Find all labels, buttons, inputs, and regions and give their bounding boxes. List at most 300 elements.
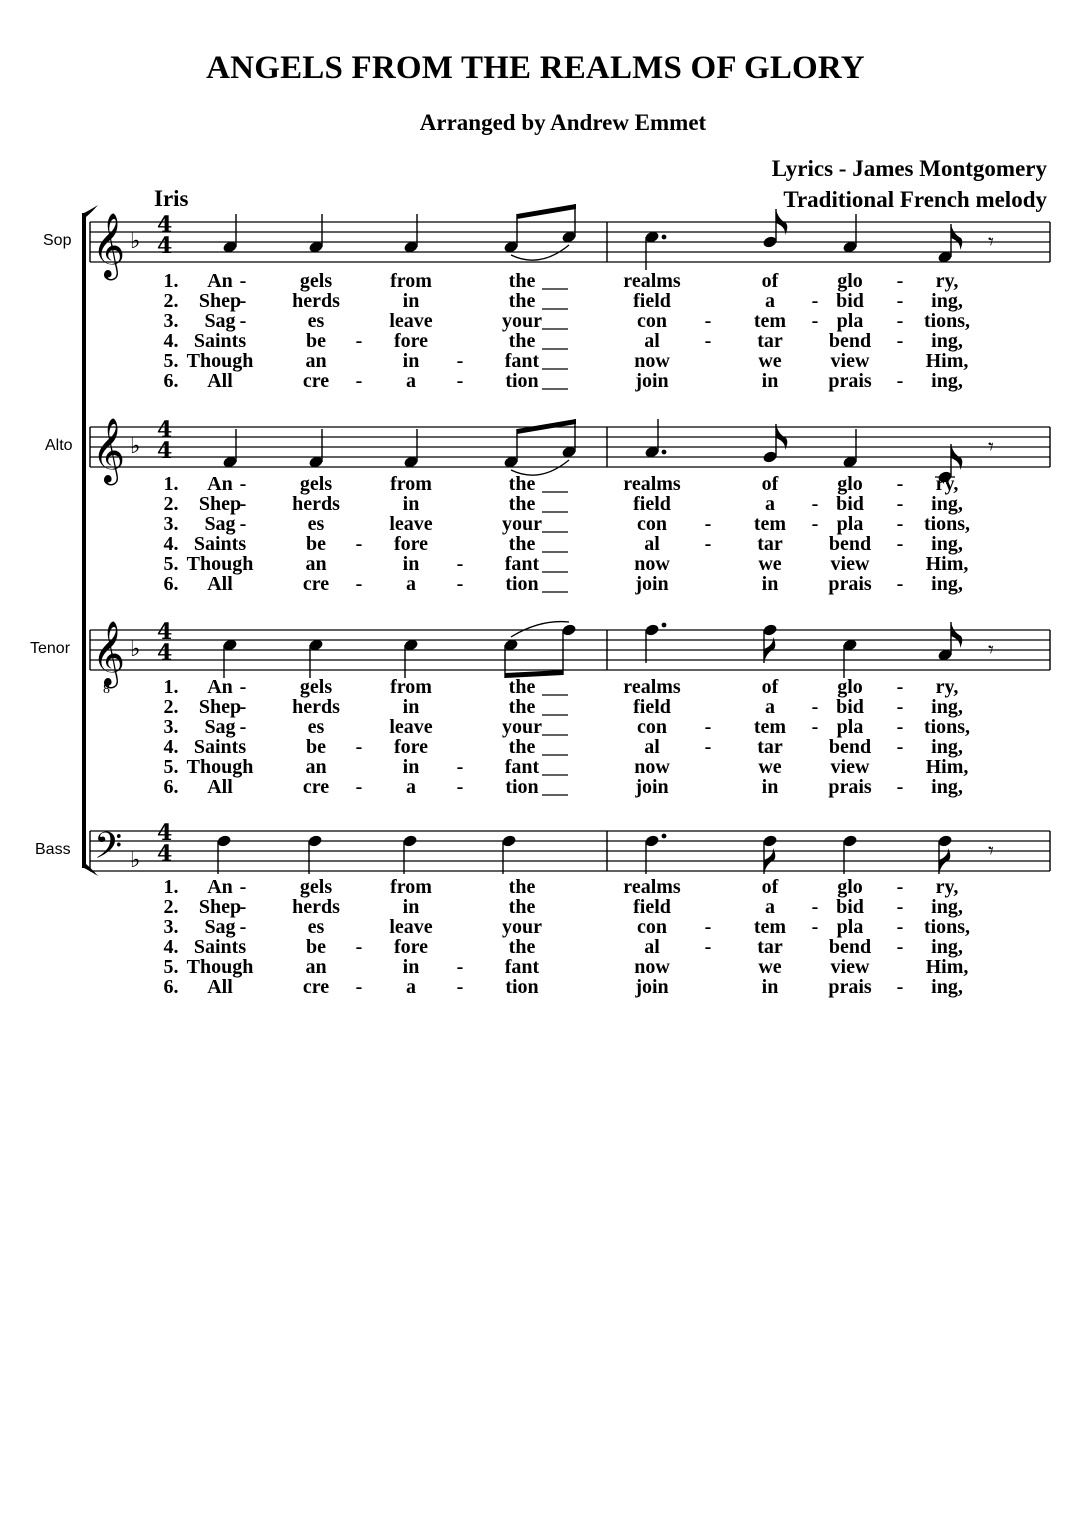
lyric-syllable: in — [402, 896, 420, 918]
lyric-syllable: a — [406, 776, 416, 798]
lyric-hyphen: - — [811, 716, 819, 738]
lyric-syllable: bid — [836, 896, 864, 918]
lyric-syllable: fant — [504, 350, 540, 372]
lyrics-bass — [164, 876, 971, 998]
verse-line — [164, 736, 963, 758]
lyric-syllable: glo — [837, 676, 863, 698]
lyric-syllable: bend — [828, 533, 872, 555]
lyric-hyphen: - — [355, 776, 363, 798]
lyric-syllable: ry, — [935, 876, 959, 898]
lyric-hyphen: - — [896, 370, 904, 392]
lyric-syllable: tion — [505, 370, 539, 392]
lyric-syllable: fore — [393, 736, 429, 758]
verse-number: 2. — [163, 896, 179, 918]
verse-line — [164, 716, 971, 738]
lyric-syllable: bid — [836, 290, 864, 312]
lyric-syllable: pla — [836, 716, 864, 738]
verse-line — [164, 756, 969, 778]
lyric-syllable: bend — [828, 736, 872, 758]
lyric-syllable: a — [765, 290, 775, 312]
verse-line — [164, 310, 971, 332]
eighth-rest-icon: 𝄾 — [988, 839, 994, 864]
verse-line — [164, 573, 963, 595]
tenor-octave-mark: 8 — [103, 682, 110, 697]
lyrics-alto — [164, 473, 971, 595]
svg-text:4: 4 — [157, 841, 173, 867]
verse-number: 5. — [163, 553, 179, 575]
treble-clef-icon: 𝄞 — [92, 418, 126, 483]
lyrics-soprano — [164, 270, 971, 392]
lyric-syllable: fant — [504, 756, 540, 778]
key-signature-flat-icon: ♭ — [130, 434, 141, 459]
lyric-hyphen: - — [456, 350, 464, 372]
lyric-syllable: Him, — [925, 553, 969, 575]
lyric-syllable: Him, — [925, 956, 969, 978]
verse-number: 4. — [163, 936, 179, 958]
lyric-syllable: of — [761, 876, 779, 898]
lyric-syllable: cre — [302, 573, 330, 595]
lyric-syllable: be — [306, 936, 326, 958]
verse-line — [164, 493, 963, 515]
lyric-hyphen: - — [704, 310, 712, 332]
lyric-syllable: in — [402, 696, 420, 718]
lyric-syllable: al — [644, 736, 660, 758]
lyric-syllable: tions, — [923, 916, 971, 938]
lyric-syllable: we — [758, 350, 782, 372]
lyric-syllable: we — [758, 553, 782, 575]
lyric-syllable: join — [635, 776, 669, 798]
lyric-syllable: fore — [393, 330, 429, 352]
lyric-syllable: join — [635, 573, 669, 595]
lyric-hyphen: - — [896, 876, 904, 898]
lyric-hyphen: - — [811, 696, 819, 718]
verse-number: 3. — [163, 513, 179, 535]
treble-clef-icon: 𝄞 — [92, 621, 126, 686]
augmentation-dot — [662, 834, 667, 839]
verse-line — [164, 270, 959, 292]
lyric-syllable: es — [307, 310, 325, 332]
lyric-syllable: in — [402, 493, 420, 515]
lyric-syllable: the — [508, 876, 536, 898]
lyric-syllable: Sag — [204, 716, 236, 738]
lyricist-credit: Lyrics - James Montgomery — [771, 156, 1047, 181]
lyric-syllable: tar — [757, 330, 783, 352]
lyric-syllable: es — [307, 513, 325, 535]
lyric-hyphen: - — [811, 513, 819, 535]
lyric-hyphen: - — [239, 493, 247, 515]
lyric-syllable: a — [406, 370, 416, 392]
verse-line — [164, 330, 963, 352]
lyric-hyphen: - — [355, 330, 363, 352]
lyric-syllable: be — [306, 533, 326, 555]
lyric-syllable: your — [502, 716, 542, 738]
lyric-hyphen: - — [896, 493, 904, 515]
notes-bass — [216, 834, 994, 874]
lyric-syllable: tions, — [923, 716, 971, 738]
lyric-syllable: tem — [753, 513, 787, 535]
lyric-syllable: ing, — [931, 573, 963, 595]
lyric-hyphen: - — [896, 270, 904, 292]
lyric-hyphen: - — [704, 916, 712, 938]
lyric-syllable: of — [761, 676, 779, 698]
lyric-syllable: in — [761, 776, 779, 798]
lyric-syllable: join — [635, 976, 669, 998]
lyric-hyphen: - — [704, 736, 712, 758]
lyric-hyphen: - — [239, 916, 247, 938]
time-signature-alto — [157, 417, 172, 464]
lyric-hyphen: - — [704, 533, 712, 555]
lyric-hyphen: - — [896, 676, 904, 698]
lyric-syllable: a — [765, 493, 775, 515]
verse-number: 6. — [163, 573, 179, 595]
lyric-syllable: pla — [836, 513, 864, 535]
lyric-syllable: Shep — [198, 696, 242, 718]
lyric-syllable: in — [761, 573, 779, 595]
svg-text:4: 4 — [157, 640, 173, 666]
lyric-syllable: al — [644, 533, 660, 555]
lyric-hyphen: - — [239, 290, 247, 312]
lyric-hyphen: - — [704, 936, 712, 958]
lyric-syllable: the — [508, 736, 536, 758]
verse-number: 2. — [163, 290, 179, 312]
lyric-syllable: cre — [302, 976, 330, 998]
lyric-syllable: in — [761, 976, 779, 998]
verse-line — [164, 350, 969, 372]
lyric-syllable: prais — [828, 370, 872, 392]
verse-number: 6. — [163, 370, 179, 392]
lyric-hyphen: - — [811, 290, 819, 312]
note-beam — [517, 204, 576, 219]
verse-number: 1. — [163, 270, 179, 292]
lyric-hyphen: - — [896, 976, 904, 998]
lyric-syllable: fant — [504, 956, 540, 978]
eighth-rest-icon: 𝄾 — [988, 230, 994, 255]
lyric-syllable: glo — [837, 473, 863, 495]
lyric-syllable: ing, — [931, 696, 963, 718]
lyric-hyphen: - — [896, 533, 904, 555]
lyric-syllable: Shep — [198, 493, 242, 515]
augmentation-dot — [662, 450, 667, 455]
lyric-syllable: tar — [757, 533, 783, 555]
lyric-syllable: Saints — [193, 533, 247, 555]
part-label-tenor: Tenor — [30, 640, 71, 657]
bass-clef-icon: 𝄢 — [94, 825, 123, 876]
lyric-syllable: All — [207, 370, 233, 392]
verse-number: 6. — [163, 776, 179, 798]
svg-text:4: 4 — [157, 820, 173, 846]
lyric-syllable: con — [637, 716, 667, 738]
lyric-syllable: con — [637, 916, 667, 938]
verse-line — [164, 976, 963, 998]
lyric-syllable: now — [634, 350, 670, 372]
lyric-syllable: your — [502, 916, 542, 938]
lyric-syllable: a — [765, 696, 775, 718]
lyric-syllable: bend — [828, 330, 872, 352]
lyric-syllable: con — [637, 513, 667, 535]
lyric-syllable: prais — [828, 976, 872, 998]
lyric-syllable: fore — [393, 533, 429, 555]
lyric-syllable: An — [207, 876, 233, 898]
svg-text:4: 4 — [157, 233, 173, 259]
lyric-hyphen: - — [704, 330, 712, 352]
lyric-hyphen: - — [355, 370, 363, 392]
lyric-syllable: the — [508, 290, 536, 312]
lyrics-tenor — [164, 676, 971, 798]
lyric-syllable: All — [207, 573, 233, 595]
verse-number: 1. — [163, 876, 179, 898]
svg-text:4: 4 — [157, 438, 173, 464]
lyric-hyphen: - — [704, 513, 712, 535]
lyric-syllable: con — [637, 310, 667, 332]
verse-number: 4. — [163, 533, 179, 555]
lyric-hyphen: - — [704, 716, 712, 738]
lyric-syllable: from — [390, 876, 432, 898]
lyric-hyphen: - — [355, 976, 363, 998]
lyric-syllable: the — [508, 330, 536, 352]
verse-number: 4. — [163, 736, 179, 758]
lyric-syllable: bend — [828, 936, 872, 958]
lyric-syllable: al — [644, 936, 660, 958]
verse-number: 5. — [163, 350, 179, 372]
lyric-syllable: be — [306, 330, 326, 352]
augmentation-dot — [662, 623, 667, 628]
lyric-hyphen: - — [239, 270, 247, 292]
lyric-hyphen: - — [896, 473, 904, 495]
lyric-hyphen: - — [896, 513, 904, 535]
notes-soprano — [222, 204, 994, 270]
lyric-syllable: tion — [505, 976, 539, 998]
lyric-hyphen: - — [239, 676, 247, 698]
lyric-syllable: tem — [753, 716, 787, 738]
lyric-syllable: tions, — [923, 513, 971, 535]
lyric-syllable: es — [307, 716, 325, 738]
verse-number: 2. — [163, 493, 179, 515]
verse-line — [164, 916, 971, 938]
lyric-syllable: your — [502, 310, 542, 332]
lyric-syllable: in — [402, 956, 420, 978]
lyric-syllable: Shep — [198, 896, 242, 918]
time-signature-bass — [157, 820, 172, 867]
verse-line — [164, 676, 959, 698]
lyric-syllable: fore — [393, 936, 429, 958]
lyric-syllable: leave — [389, 310, 433, 332]
lyric-syllable: the — [508, 493, 536, 515]
lyric-hyphen: - — [239, 896, 247, 918]
lyric-syllable: realms — [623, 270, 681, 292]
lyric-syllable: fant — [504, 553, 540, 575]
notes-alto — [222, 419, 994, 484]
lyric-hyphen: - — [239, 513, 247, 535]
lyric-syllable: ry, — [935, 676, 959, 698]
lyric-syllable: field — [633, 493, 671, 515]
verse-number: 1. — [163, 676, 179, 698]
lyric-syllable: bid — [836, 493, 864, 515]
verse-line — [164, 896, 963, 918]
lyric-syllable: from — [390, 473, 432, 495]
lyric-syllable: tar — [757, 936, 783, 958]
verse-number: 4. — [163, 330, 179, 352]
part-label-alto: Alto — [45, 437, 73, 454]
song-title: ANGELS FROM THE REALMS OF GLORY — [206, 50, 865, 86]
verse-line — [164, 696, 963, 718]
verse-line — [164, 290, 963, 312]
lyric-syllable: your — [502, 513, 542, 535]
lyric-syllable: the — [508, 270, 536, 292]
lyric-hyphen: - — [239, 310, 247, 332]
lyric-syllable: now — [634, 553, 670, 575]
lyric-syllable: a — [406, 573, 416, 595]
lyric-syllable: gels — [299, 270, 333, 292]
lyric-hyphen: - — [896, 696, 904, 718]
verse-number: 3. — [163, 716, 179, 738]
lyric-hyphen: - — [811, 310, 819, 332]
lyric-hyphen: - — [896, 776, 904, 798]
lyric-hyphen: - — [355, 736, 363, 758]
lyric-hyphen: - — [811, 916, 819, 938]
lyric-hyphen: - — [811, 896, 819, 918]
arranger-credit: Arranged by Andrew Emmet — [419, 110, 707, 135]
lyric-syllable: ing, — [931, 776, 963, 798]
lyric-syllable: Though — [186, 956, 254, 978]
lyric-syllable: cre — [302, 370, 330, 392]
lyric-syllable: prais — [828, 573, 872, 595]
lyric-syllable: An — [207, 473, 233, 495]
key-signature-flat-icon: ♭ — [130, 637, 141, 662]
lyric-syllable: the — [508, 533, 536, 555]
lyric-hyphen: - — [239, 473, 247, 495]
lyric-syllable: we — [758, 756, 782, 778]
lyric-hyphen: - — [239, 696, 247, 718]
verse-number: 2. — [163, 696, 179, 718]
lyric-syllable: the — [508, 473, 536, 495]
lyric-syllable: Saints — [193, 330, 247, 352]
verse-number: 3. — [163, 916, 179, 938]
lyric-hyphen: - — [355, 533, 363, 555]
lyric-syllable: field — [633, 290, 671, 312]
verse-line — [164, 553, 969, 575]
lyric-syllable: Him, — [925, 756, 969, 778]
lyric-syllable: of — [761, 270, 779, 292]
lyric-syllable: ing, — [931, 736, 963, 758]
lyric-hyphen: - — [456, 370, 464, 392]
lyric-syllable: a — [765, 896, 775, 918]
lyric-syllable: field — [633, 896, 671, 918]
eighth-rest-icon: 𝄾 — [988, 638, 994, 663]
lyric-hyphen: - — [896, 716, 904, 738]
verse-line — [164, 533, 963, 555]
lyric-syllable: glo — [837, 876, 863, 898]
lyric-syllable: field — [633, 696, 671, 718]
lyric-syllable: of — [761, 473, 779, 495]
lyric-syllable: ing, — [931, 290, 963, 312]
lyric-syllable: tem — [753, 916, 787, 938]
lyric-syllable: view — [830, 756, 870, 778]
lyric-syllable: from — [390, 270, 432, 292]
lyric-hyphen: - — [456, 976, 464, 998]
key-signature-flat-icon: ♭ — [130, 229, 141, 254]
augmentation-dot — [662, 235, 667, 240]
lyric-syllable: in — [402, 350, 420, 372]
lyric-syllable: Sag — [204, 513, 236, 535]
lyric-hyphen: - — [456, 573, 464, 595]
lyric-hyphen: - — [896, 573, 904, 595]
lyric-syllable: ing, — [931, 493, 963, 515]
lyric-syllable: in — [402, 553, 420, 575]
lyric-syllable: tion — [505, 776, 539, 798]
lyric-syllable: pla — [836, 916, 864, 938]
lyric-syllable: be — [306, 736, 326, 758]
note-flag — [951, 224, 962, 250]
treble-clef-icon: 𝄞 — [92, 213, 126, 278]
lyric-syllable: ing, — [931, 896, 963, 918]
staff-bass — [90, 825, 1050, 876]
lyric-syllable: gels — [299, 473, 333, 495]
verse-number: 5. — [163, 756, 179, 778]
lyric-syllable: herds — [292, 493, 340, 515]
lyric-hyphen: - — [355, 573, 363, 595]
lyric-syllable: realms — [623, 473, 681, 495]
lyric-syllable: an — [305, 756, 327, 778]
lyric-syllable: the — [508, 696, 536, 718]
lyric-hyphen: - — [456, 756, 464, 778]
lyric-syllable: es — [307, 916, 325, 938]
key-signature-flat-icon: ♭ — [130, 848, 141, 873]
lyric-syllable: in — [402, 290, 420, 312]
lyric-syllable: Saints — [193, 736, 247, 758]
lyric-syllable: Sag — [204, 916, 236, 938]
lyric-syllable: the — [508, 896, 536, 918]
slur — [511, 622, 569, 637]
svg-text:4: 4 — [157, 212, 173, 238]
lyric-syllable: An — [207, 270, 233, 292]
lyric-syllable: now — [634, 756, 670, 778]
lyric-syllable: All — [207, 776, 233, 798]
lyric-syllable: tar — [757, 736, 783, 758]
lyric-syllable: view — [830, 553, 870, 575]
verse-line — [164, 776, 963, 798]
lyric-syllable: realms — [623, 876, 681, 898]
lyric-syllable: realms — [623, 676, 681, 698]
lyric-syllable: gels — [299, 676, 333, 698]
verse-line — [164, 956, 969, 978]
tune-name: Iris — [154, 186, 189, 211]
lyric-hyphen: - — [811, 493, 819, 515]
melody-credit: Traditional French melody — [783, 187, 1047, 212]
lyric-syllable: tion — [505, 573, 539, 595]
lyric-syllable: in — [402, 756, 420, 778]
lyric-syllable: All — [207, 976, 233, 998]
lyric-syllable: view — [830, 350, 870, 372]
lyric-syllable: Saints — [193, 936, 247, 958]
lyric-syllable: the — [508, 936, 536, 958]
lyric-syllable: leave — [389, 916, 433, 938]
lyric-syllable: An — [207, 676, 233, 698]
verse-number: 3. — [163, 310, 179, 332]
lyric-syllable: ing, — [931, 330, 963, 352]
verse-line — [164, 473, 959, 495]
lyric-hyphen: - — [456, 553, 464, 575]
lyric-hyphen: - — [896, 310, 904, 332]
lyric-syllable: tions, — [923, 310, 971, 332]
part-label-bass: Bass — [35, 841, 71, 858]
lyric-syllable: Him, — [925, 350, 969, 372]
lyric-syllable: Though — [186, 756, 254, 778]
lyric-syllable: herds — [292, 896, 340, 918]
verse-number: 5. — [163, 956, 179, 978]
system-bracket — [82, 205, 98, 876]
lyric-hyphen: - — [355, 936, 363, 958]
lyric-syllable: pla — [836, 310, 864, 332]
